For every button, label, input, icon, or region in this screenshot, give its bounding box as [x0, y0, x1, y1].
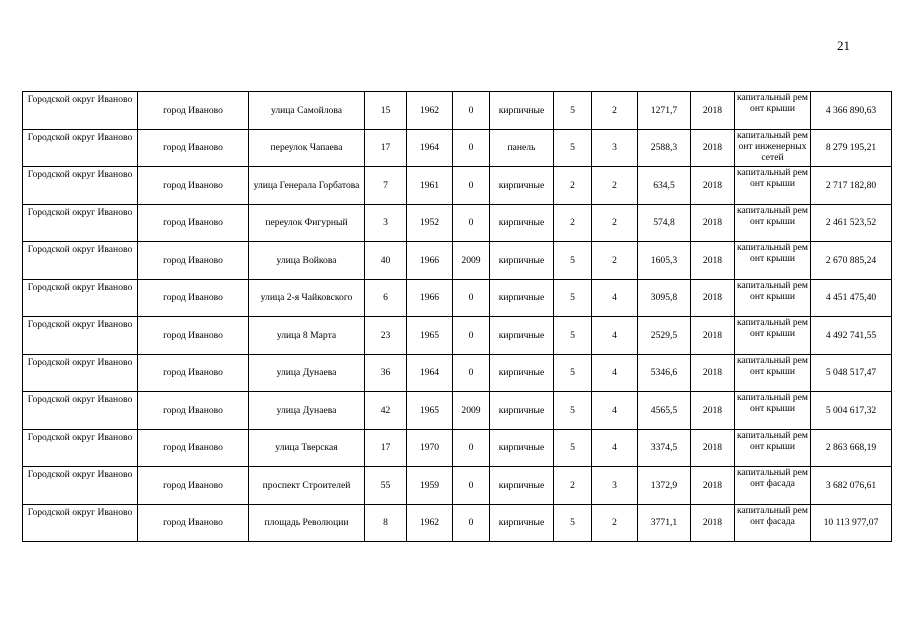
year-reconstruction-cell: 0: [453, 204, 490, 242]
wall-material-cell: кирпичные: [490, 467, 554, 505]
table-row: [23, 392, 892, 430]
cost-cell: 2 461 523,52: [811, 204, 892, 242]
settlement-cell: город Иваново: [138, 354, 249, 392]
area-cell: 4565,5: [638, 392, 691, 430]
settlement-cell: город Иваново: [138, 429, 249, 467]
municipality-cell: Городской округ Иваново: [23, 279, 138, 317]
year-reconstruction-cell: 0: [453, 354, 490, 392]
house-number-cell: 17: [365, 429, 407, 467]
entrances-cell: 2: [592, 167, 638, 205]
entrances-cell: 4: [592, 354, 638, 392]
table-row: [23, 167, 892, 205]
street-cell: улица Дунаева: [249, 354, 365, 392]
floors-cell: 5: [554, 392, 592, 430]
street-cell: улица Тверская: [249, 429, 365, 467]
table-row: [23, 354, 892, 392]
table-row: [23, 92, 892, 130]
house-number-cell: 17: [365, 129, 407, 167]
wall-material-cell: кирпичные: [490, 317, 554, 355]
house-number-cell: 40: [365, 242, 407, 280]
cost-cell: 10 113 977,07: [811, 504, 892, 542]
work-type-cell: капитальный ремонт крыши: [735, 392, 811, 430]
year-built-cell: 1962: [407, 92, 453, 130]
work-type-cell: капитальный ремонт крыши: [735, 204, 811, 242]
work-type-cell: капитальный ремонт фасада: [735, 504, 811, 542]
area-cell: 3095,8: [638, 279, 691, 317]
municipality-cell: Городской округ Иваново: [23, 129, 138, 167]
settlement-cell: город Иваново: [138, 317, 249, 355]
table-row: [23, 129, 892, 167]
floors-cell: 2: [554, 204, 592, 242]
year-reconstruction-cell: 0: [453, 429, 490, 467]
wall-material-cell: кирпичные: [490, 167, 554, 205]
year-built-cell: 1952: [407, 204, 453, 242]
year-reconstruction-cell: 0: [453, 92, 490, 130]
street-cell: улица 8 Марта: [249, 317, 365, 355]
floors-cell: 2: [554, 167, 592, 205]
work-type-cell: капитальный ремонт крыши: [735, 279, 811, 317]
year-built-cell: 1970: [407, 429, 453, 467]
cost-cell: 4 451 475,40: [811, 279, 892, 317]
year-built-cell: 1965: [407, 392, 453, 430]
settlement-cell: город Иваново: [138, 167, 249, 205]
work-type-cell: капитальный ремонт крыши: [735, 354, 811, 392]
entrances-cell: 4: [592, 317, 638, 355]
planned-year-cell: 2018: [691, 429, 735, 467]
municipality-cell: Городской округ Иваново: [23, 354, 138, 392]
floors-cell: 5: [554, 354, 592, 392]
street-cell: проспект Строителей: [249, 467, 365, 505]
year-reconstruction-cell: 0: [453, 129, 490, 167]
table-row: [23, 467, 892, 505]
cost-cell: 3 682 076,61: [811, 467, 892, 505]
settlement-cell: город Иваново: [138, 504, 249, 542]
house-number-cell: 6: [365, 279, 407, 317]
year-built-cell: 1966: [407, 279, 453, 317]
planned-year-cell: 2018: [691, 317, 735, 355]
entrances-cell: 4: [592, 392, 638, 430]
entrances-cell: 3: [592, 467, 638, 505]
settlement-cell: город Иваново: [138, 242, 249, 280]
municipality-cell: Городской округ Иваново: [23, 392, 138, 430]
floors-cell: 5: [554, 92, 592, 130]
page-number: 21: [837, 38, 850, 53]
planned-year-cell: 2018: [691, 279, 735, 317]
table-row: [23, 242, 892, 280]
table-row: [23, 504, 892, 542]
house-number-cell: 7: [365, 167, 407, 205]
municipality-cell: Городской округ Иваново: [23, 92, 138, 130]
area-cell: 3374,5: [638, 429, 691, 467]
year-reconstruction-cell: 0: [453, 317, 490, 355]
wall-material-cell: кирпичные: [490, 504, 554, 542]
work-type-cell: капитальный ремонт крыши: [735, 167, 811, 205]
table-row: [23, 317, 892, 355]
entrances-cell: 2: [592, 242, 638, 280]
wall-material-cell: кирпичные: [490, 279, 554, 317]
wall-material-cell: кирпичные: [490, 429, 554, 467]
table-row: [23, 429, 892, 467]
wall-material-cell: кирпичные: [490, 92, 554, 130]
street-cell: улица Дунаева: [249, 392, 365, 430]
cost-cell: 2 670 885,24: [811, 242, 892, 280]
work-type-cell: капитальный ремонт крыши: [735, 429, 811, 467]
area-cell: 574,8: [638, 204, 691, 242]
planned-year-cell: 2018: [691, 167, 735, 205]
entrances-cell: 3: [592, 129, 638, 167]
year-reconstruction-cell: 0: [453, 279, 490, 317]
municipality-cell: Городской округ Иваново: [23, 204, 138, 242]
year-reconstruction-cell: 0: [453, 504, 490, 542]
wall-material-cell: панель: [490, 129, 554, 167]
entrances-cell: 2: [592, 504, 638, 542]
floors-cell: 5: [554, 317, 592, 355]
planned-year-cell: 2018: [691, 504, 735, 542]
year-built-cell: 1962: [407, 504, 453, 542]
work-type-cell: капитальный ремонт крыши: [735, 92, 811, 130]
housing-repair-table: [22, 91, 892, 542]
settlement-cell: город Иваново: [138, 92, 249, 130]
floors-cell: 2: [554, 467, 592, 505]
municipality-cell: Городской округ Иваново: [23, 242, 138, 280]
cost-cell: 4 366 890,63: [811, 92, 892, 130]
settlement-cell: город Иваново: [138, 392, 249, 430]
planned-year-cell: 2018: [691, 129, 735, 167]
cost-cell: 5 004 617,32: [811, 392, 892, 430]
municipality-cell: Городской округ Иваново: [23, 429, 138, 467]
area-cell: 5346,6: [638, 354, 691, 392]
floors-cell: 5: [554, 279, 592, 317]
entrances-cell: 2: [592, 204, 638, 242]
wall-material-cell: кирпичные: [490, 354, 554, 392]
entrances-cell: 4: [592, 279, 638, 317]
year-reconstruction-cell: 0: [453, 467, 490, 505]
cost-cell: 2 717 182,80: [811, 167, 892, 205]
settlement-cell: город Иваново: [138, 467, 249, 505]
house-number-cell: 23: [365, 317, 407, 355]
house-number-cell: 8: [365, 504, 407, 542]
entrances-cell: 4: [592, 429, 638, 467]
entrances-cell: 2: [592, 92, 638, 130]
planned-year-cell: 2018: [691, 467, 735, 505]
year-built-cell: 1965: [407, 317, 453, 355]
planned-year-cell: 2018: [691, 354, 735, 392]
work-type-cell: капитальный ремонт крыши: [735, 317, 811, 355]
floors-cell: 5: [554, 242, 592, 280]
area-cell: 1271,7: [638, 92, 691, 130]
settlement-cell: город Иваново: [138, 279, 249, 317]
floors-cell: 5: [554, 504, 592, 542]
year-built-cell: 1959: [407, 467, 453, 505]
area-cell: 2588,3: [638, 129, 691, 167]
house-number-cell: 36: [365, 354, 407, 392]
street-cell: переулок Фигурный: [249, 204, 365, 242]
area-cell: 634,5: [638, 167, 691, 205]
municipality-cell: Городской округ Иваново: [23, 317, 138, 355]
house-number-cell: 15: [365, 92, 407, 130]
year-built-cell: 1961: [407, 167, 453, 205]
table-row: [23, 204, 892, 242]
year-built-cell: 1966: [407, 242, 453, 280]
area-cell: 1372,9: [638, 467, 691, 505]
street-cell: переулок Чапаева: [249, 129, 365, 167]
cost-cell: 8 279 195,21: [811, 129, 892, 167]
municipality-cell: Городской округ Иваново: [23, 504, 138, 542]
work-type-cell: капитальный ремонт крыши: [735, 242, 811, 280]
planned-year-cell: 2018: [691, 392, 735, 430]
table-body: [23, 92, 892, 542]
municipality-cell: Городской округ Иваново: [23, 467, 138, 505]
area-cell: 2529,5: [638, 317, 691, 355]
year-built-cell: 1964: [407, 354, 453, 392]
planned-year-cell: 2018: [691, 92, 735, 130]
year-reconstruction-cell: 0: [453, 167, 490, 205]
year-reconstruction-cell: 2009: [453, 242, 490, 280]
year-reconstruction-cell: 2009: [453, 392, 490, 430]
planned-year-cell: 2018: [691, 242, 735, 280]
wall-material-cell: кирпичные: [490, 204, 554, 242]
cost-cell: 4 492 741,55: [811, 317, 892, 355]
street-cell: улица Генерала Горбатова: [249, 167, 365, 205]
municipality-cell: Городской округ Иваново: [23, 167, 138, 205]
table-row: [23, 279, 892, 317]
street-cell: улица 2-я Чайковского: [249, 279, 365, 317]
street-cell: улица Самойлова: [249, 92, 365, 130]
wall-material-cell: кирпичные: [490, 242, 554, 280]
year-built-cell: 1964: [407, 129, 453, 167]
house-number-cell: 42: [365, 392, 407, 430]
floors-cell: 5: [554, 429, 592, 467]
settlement-cell: город Иваново: [138, 129, 249, 167]
house-number-cell: 3: [365, 204, 407, 242]
planned-year-cell: 2018: [691, 204, 735, 242]
house-number-cell: 55: [365, 467, 407, 505]
floors-cell: 5: [554, 129, 592, 167]
work-type-cell: капитальный ремонт фасада: [735, 467, 811, 505]
cost-cell: 2 863 668,19: [811, 429, 892, 467]
area-cell: 3771,1: [638, 504, 691, 542]
street-cell: площадь Революции: [249, 504, 365, 542]
area-cell: 1605,3: [638, 242, 691, 280]
cost-cell: 5 048 517,47: [811, 354, 892, 392]
wall-material-cell: кирпичные: [490, 392, 554, 430]
street-cell: улица Войкова: [249, 242, 365, 280]
work-type-cell: капитальный ремонт инженерных сетей: [735, 129, 811, 167]
settlement-cell: город Иваново: [138, 204, 249, 242]
